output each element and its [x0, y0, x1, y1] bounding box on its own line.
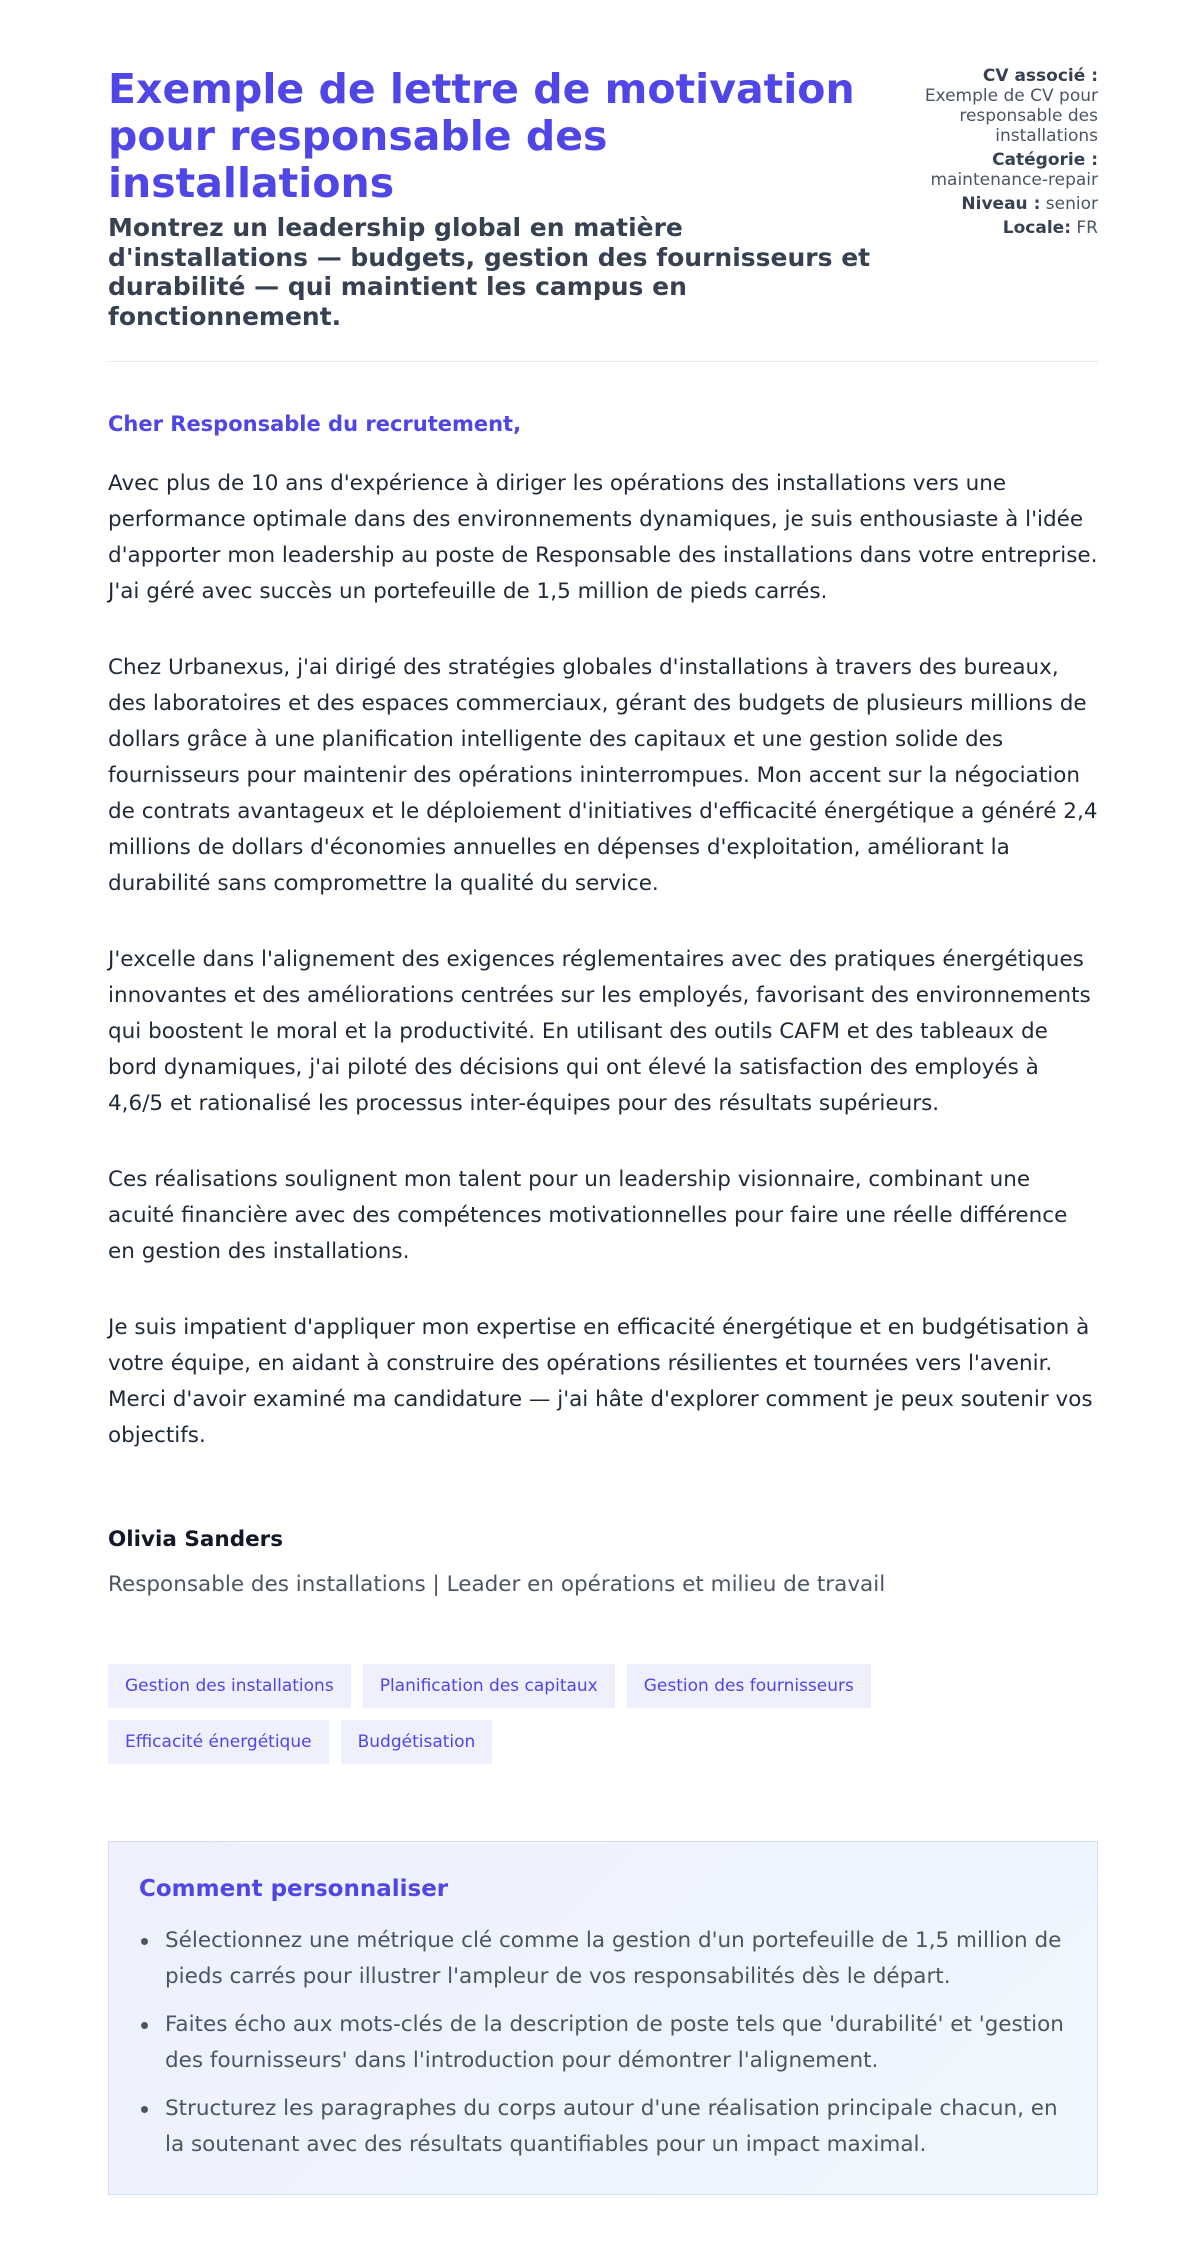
page-subtitle: Montrez un leadership global en matière d'installations — budgets, gestion des fournisseurs et durabilité — qui maintient les campus en fonctionnement.	[108, 213, 871, 331]
page-title: Exemple de lettre de motivation pour responsable des installations	[108, 65, 855, 207]
skill-tag[interactable]: Gestion des fournisseurs	[627, 1664, 871, 1708]
cover-letter-page	[108, 0, 1098, 2250]
tips-list-item	[139, 2007, 1069, 2079]
meta-category	[898, 150, 1098, 190]
title-block	[108, 66, 888, 331]
skill-tag[interactable]: Planification des capitaux	[363, 1664, 615, 1708]
meta-level-label: Niveau :	[961, 194, 1041, 214]
meta-locale-value: FR	[1076, 218, 1098, 238]
meta-category-label: Catégorie :	[992, 150, 1098, 170]
meta-cv-value[interactable]: Exemple de CV pour responsable des installations	[924, 86, 1098, 146]
bullet-icon	[141, 2022, 148, 2029]
letter-salutation: Cher Responsable du recrutement,	[108, 412, 522, 436]
skill-tag[interactable]: Gestion des installations	[108, 1664, 351, 1708]
letter-paragraph: J'excelle dans l'alignement des exigences réglementaires avec des pratiques énergétiques innovantes et des améliorations centrées sur les employés, favorisant des environnements qui boostent le moral et la productivité. En utilisant des outils CAFM et des tableaux de bord dynamiques, j'ai piloté des décisions qui ont élevé la satisfaction des employés à 4,6/5 et rationalisé les processus inter-équipes pour des résultats supérieurs.	[108, 947, 1091, 1116]
tips-title: Comment personnaliser	[139, 1876, 449, 1902]
meta-level	[898, 194, 1098, 214]
letter-body	[108, 466, 1098, 1494]
skill-tags	[108, 1664, 1098, 1776]
tips-item-text: Sélectionnez une métrique clé comme la gestion d'un portefeuille de 1,5 million de pieds carrés pour illustrer l'ampleur de vos responsabilités dès le départ.	[165, 1928, 1062, 1989]
letter-paragraph: Je suis impatient d'appliquer mon expertise en efficacité énergétique et en budgétisation à votre équipe, en aidant à construire des opérations résilientes et tournées vers l'avenir. Merci d'avoir examiné ma candidature — j'ai hâte d'explorer comment je peux soutenir vos objectifs.	[108, 1315, 1093, 1448]
meta-panel	[898, 66, 1098, 242]
letter-paragraph: Avec plus de 10 ans d'expérience à diriger les opérations des installations vers une performance optimale dans des environnements dynamiques, je suis enthousiaste à l'idée d'apporter mon leadership au poste de Responsable des installations dans votre entreprise. J'ai géré avec succès un portefeuille de 1,5 million de pieds carrés.	[108, 471, 1098, 604]
tips-item-text: Faites écho aux mots-clés de la description de poste tels que 'durabilité' et 'gestion des fournisseurs' dans l'introduction pour démontrer l'alignement.	[165, 2012, 1064, 2073]
tips-item-text: Structurez les paragraphes du corps autour d'une réalisation principale chacun, en la soutenant avec des résultats quantifiables pour un impact maximal.	[165, 2096, 1058, 2157]
signature-name: Olivia Sanders	[108, 1527, 284, 1552]
header-divider	[108, 361, 1098, 362]
meta-locale-label: Locale:	[1002, 218, 1071, 238]
letter-paragraph: Ces réalisations soulignent mon talent pour un leadership visionnaire, combinant une acuité financière avec des compétences motivationnelles pour faire une réelle différence en gestion des installations.	[108, 1167, 1068, 1264]
page-header	[108, 66, 1098, 362]
skill-tag[interactable]: Budgétisation	[341, 1720, 493, 1764]
meta-category-value: maintenance-repair	[930, 170, 1098, 190]
skill-tag[interactable]: Efficacité énergétique	[108, 1720, 329, 1764]
meta-cv	[898, 66, 1098, 146]
signature-title: Responsable des installations | Leader en opérations et milieu de travail	[108, 1572, 886, 1597]
tips-list-item	[139, 1923, 1069, 1995]
meta-cv-label: CV associé :	[982, 66, 1098, 86]
bullet-icon	[141, 2106, 148, 2113]
tips-list	[139, 1923, 1069, 2175]
meta-locale	[898, 218, 1098, 238]
tips-list-item	[139, 2091, 1069, 2163]
bullet-icon	[141, 1938, 148, 1945]
tag-row	[108, 1664, 1098, 1708]
meta-level-value: senior	[1045, 194, 1098, 214]
customization-tips-box	[108, 1841, 1098, 2195]
letter-paragraph: Chez Urbanexus, j'ai dirigé des stratégies globales d'installations à travers des bureaux, des laboratoires et des espaces commerciaux, gérant des budgets de plusieurs millions de dollars grâce à une planification intelligente des capitaux et une gestion solide des fournisseurs pour maintenir des opérations ininterrompues. Mon accent sur la négociation de contrats avantageux et le déploiement d'initiatives d'efficacité énergétique a généré 2,4 millions de dollars d'économies annuelles en dépenses d'exploitation, améliorant la durabilité sans compromettre la qualité du service.	[108, 655, 1098, 896]
tag-row	[108, 1720, 1098, 1764]
